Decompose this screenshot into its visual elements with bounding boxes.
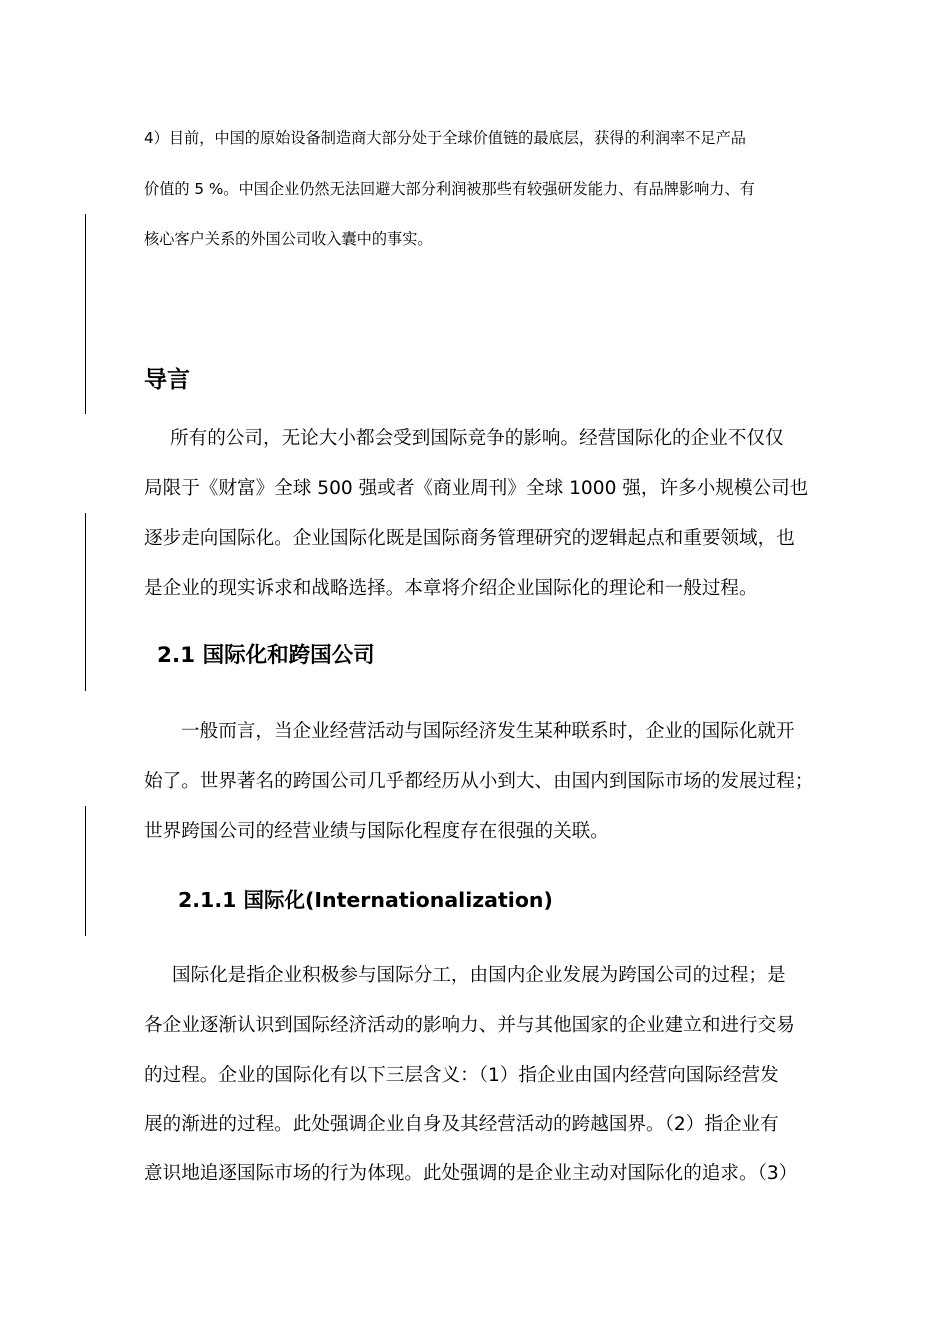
paragraph-line: 意识地追逐国际市场的行为体现。此处强调的是企业主动对国际化的追求。（3） [144, 1163, 798, 1184]
paragraph-line: 展的渐进的过程。此处强调企业自身及其经营活动的跨越国界。（2）指企业有 [144, 1114, 779, 1135]
paragraph-line: 各企业逐渐认识到国际经济活动的影响力、并与其他国家的企业建立和进行交易 [144, 1015, 795, 1036]
paragraph-line: 一般而言，当企业经营活动与国际经济发生某种联系时，企业的国际化就开 [181, 721, 795, 742]
paragraph-line: 所有的公司，无论大小都会受到国际竞争的影响。经营国际化的企业不仅仅 [170, 428, 784, 449]
margin-change-bar [85, 513, 86, 691]
paragraph-line: 是企业的现实诉求和战略选择。本章将介绍企业国际化的理论和一般过程。 [144, 578, 758, 599]
intro-heading: 导言 [144, 367, 190, 393]
subsection-heading: 2.1.1 国际化(Internationalization) [178, 888, 553, 912]
paragraph-line: 的过程。企业的国际化有以下三层含义：（1）指企业由国内经营向国际经营发 [144, 1065, 779, 1086]
paragraph-line: 世界跨国公司的经营业绩与国际化程度存在很强的关联。 [144, 821, 609, 842]
paragraph-line: 始了。世界著名的跨国公司几乎都经历从小到大、由国内到国际市场的发展过程； [144, 771, 814, 792]
paragraph-line: 4）目前，中国的原始设备制造商大部分处于全球价值链的最底层，获得的利润率不足产品 [144, 129, 746, 147]
paragraph-line: 局限于《财富》全球 500 强或者《商业周刊》全球 1000 强，许多小规模公司也 [144, 478, 809, 499]
margin-change-bar [85, 806, 86, 936]
paragraph-line: 国际化是指企业积极参与国际分工，由国内企业发展为跨国公司的过程；是 [172, 965, 786, 986]
paragraph-line: 价值的 5 %。中国企业仍然无法回避大部分利润被那些有较强研发能力、有品牌影响力、有 [144, 180, 755, 198]
paragraph-line: 逐步走向国际化。企业国际化既是国际商务管理研究的逻辑起点和重要领域，也 [144, 528, 795, 549]
section-heading: 2.1 国际化和跨国公司 [157, 643, 375, 668]
paragraph-line: 核心客户关系的外国公司收入囊中的事实。 [144, 230, 433, 248]
margin-change-bar [85, 214, 86, 414]
